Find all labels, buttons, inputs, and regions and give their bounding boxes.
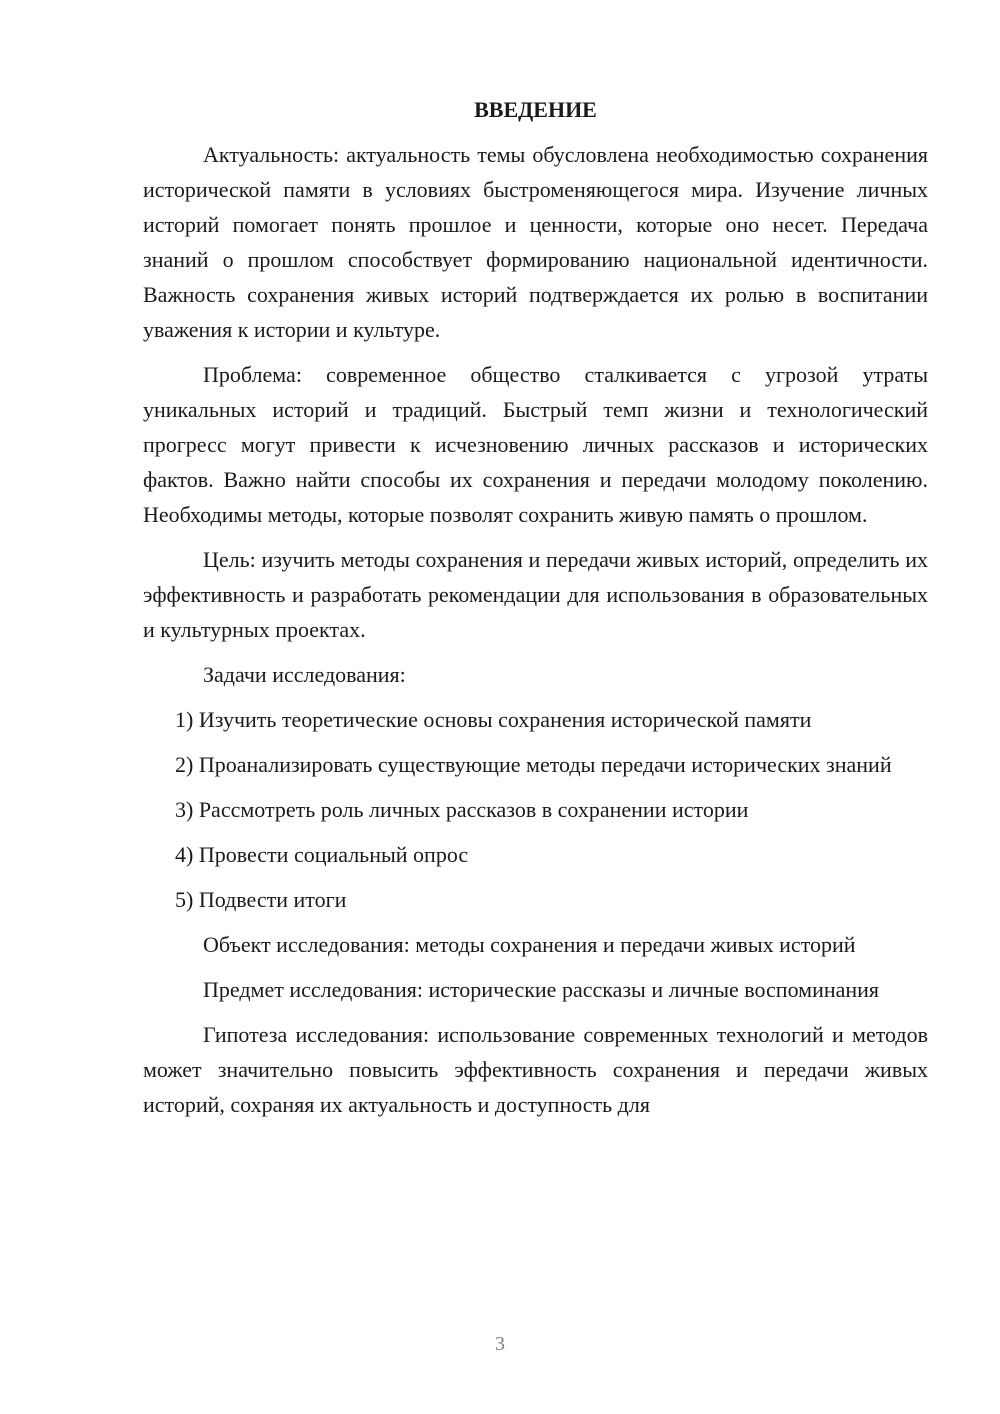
- subject-paragraph: Предмет исследования: исторические рассказы и личные воспоминания: [203, 977, 880, 1002]
- object-paragraph: Объект исследования: методы сохранения и передачи живых историй: [203, 932, 856, 957]
- relevance-paragraph: Актуальность: актуальность темы обусловлена необходимостью сохранения исторической памяти в условиях быстроменяющегося мира. Изучение личных историй помогает понять прошлое и ценности, которые оно несет. Передача знаний о прошлом способствует формированию национальной идентичности. Важность сохранения живых историй подтверждается их ролью в воспитании уважения к истории и культуре.: [143, 142, 928, 342]
- task-item-1: 1) Изучить теоретические основы сохранения исторической памяти: [175, 707, 812, 732]
- tasks-title: Задачи исследования:: [203, 662, 406, 687]
- task-item-4: 4) Провести социальный опрос: [175, 842, 469, 867]
- task-item-2: 2) Проанализировать существующие методы передачи исторических знаний: [175, 752, 892, 777]
- page-content: [143, 93, 928, 1132]
- task-item-5: 5) Подвести итоги: [175, 887, 347, 912]
- goal-paragraph: Цель: изучить методы сохранения и передачи живых историй, определить их эффективность и разработать рекомендации для использования в образовательных и культурных проектах.: [143, 547, 928, 642]
- problem-paragraph: Проблема: современное общество сталкивается с угрозой утраты уникальных историй и традиций. Быстрый темп жизни и технологический прогресс могут привести к исчезновению личных рассказов и исторических фактов. Важно найти способы их сохранения и передачи молодому поколению. Необходимы методы, которые позволят сохранить живую память о прошлом.: [143, 362, 928, 527]
- task-item-3: 3) Рассмотреть роль личных рассказов в сохранении истории: [175, 797, 749, 822]
- hypothesis-paragraph: Гипотеза исследования: использование современных технологий и методов может значительно повысить эффективность сохранения и передачи живых историй, сохраняя их актуальность и доступность для: [143, 1022, 928, 1117]
- page-number: 3: [495, 1333, 505, 1355]
- section-heading: ВВЕДЕНИЕ: [474, 97, 597, 122]
